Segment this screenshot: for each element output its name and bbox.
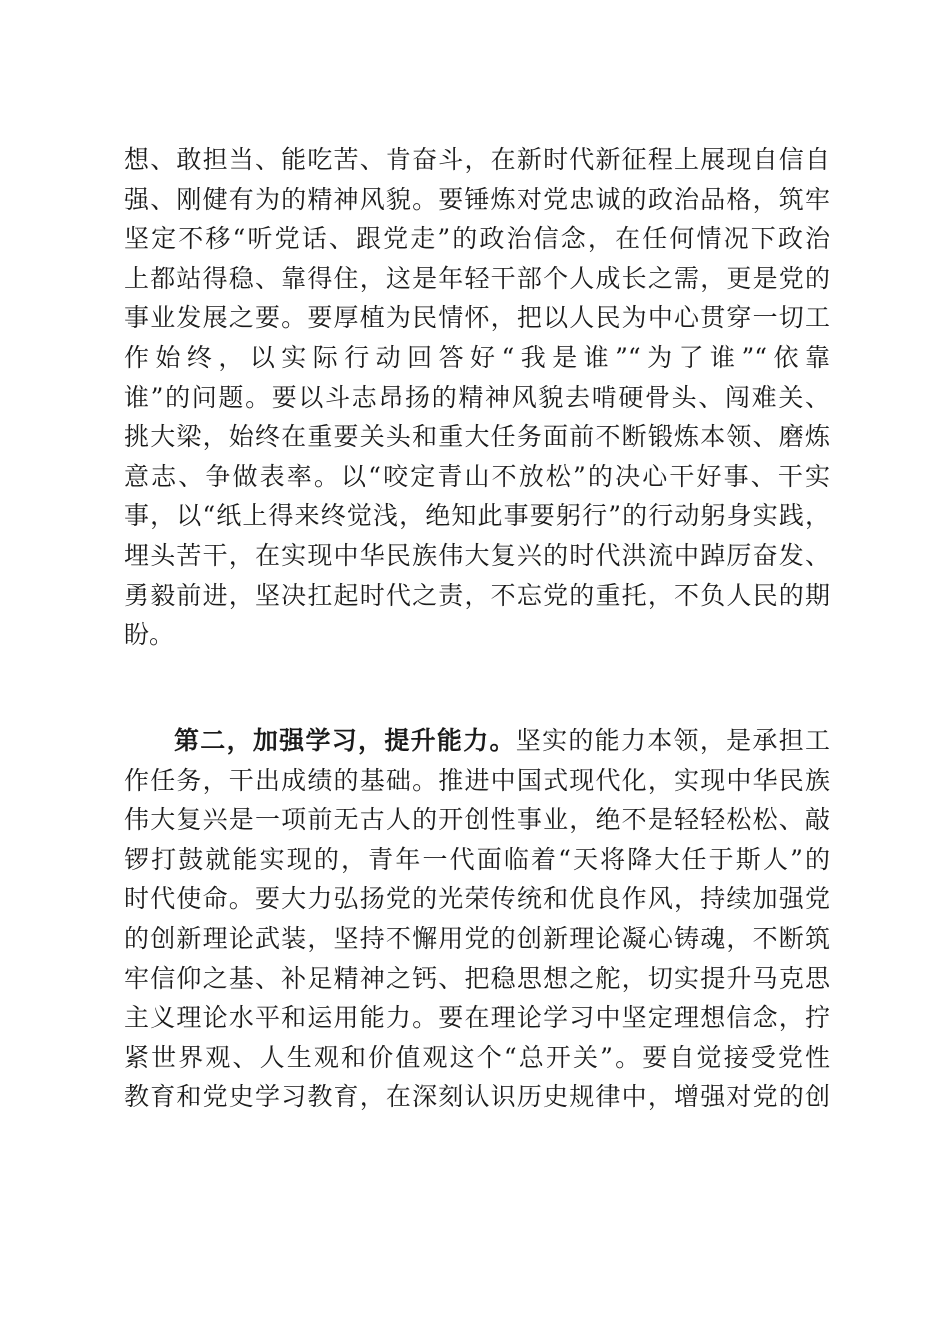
paragraph-1-last-line: 盼。 [124, 620, 175, 650]
paragraph-2-line: 紧世界观、人生观和价值观这个“总开关”。要自觉接受党性 [124, 1042, 830, 1072]
paragraph-1-line: 意志、争做表率。以“咬定青山不放松”的决心干好事、干实 [124, 461, 830, 491]
paragraph-1-line: 谁”的问题。要以斗志昂扬的精神风貌去啃硬骨头、闯难关、 [124, 382, 830, 412]
paragraph-2 [124, 721, 830, 1117]
paragraph-1-line: 作始终，以实际行动回答好“我是谁”“为了谁”“依靠 [124, 342, 830, 372]
paragraph-1-line: 勇毅前进，坚决扛起时代之责，不忘党的重托，不负人民的期 [124, 580, 830, 610]
paragraph-2-line: 锣打鼓就能实现的，青年一代面临着“天将降大任于斯人”的 [124, 844, 830, 874]
paragraph-2-line: 教育和党史学习教育，在深刻认识历史规律中，增强对党的创 [124, 1082, 830, 1112]
paragraph-2-line: 主义理论水平和运用能力。要在理论学习中坚定理想信念，拧 [124, 1003, 830, 1033]
paragraph-1 [124, 140, 830, 655]
paragraph-2-line: 时代使命。要大力弘扬党的光荣传统和优良作风，持续加强党 [124, 884, 830, 914]
paragraph-2-line: 伟大复兴是一项前无古人的开创性事业，绝不是轻轻松松、敲 [124, 805, 830, 835]
paragraph-2-line: 的创新理论武装，坚持不懈用党的创新理论凝心铸魂，不断筑 [124, 923, 830, 953]
paragraph-2-line: 牢信仰之基、补足精神之钙、把稳思想之舵，切实提升马克思 [124, 963, 830, 993]
paragraph-1-line: 埋头苦干，在实现中华民族伟大复兴的时代洪流中踔厉奋发、 [124, 540, 830, 570]
paragraph-1-line: 上都站得稳、靠得住，这是年轻干部个人成长之需，更是党的 [124, 263, 830, 293]
paragraph-2-line: 作任务，干出成绩的基础。推进中国式现代化，实现中华民族 [124, 765, 830, 795]
paragraph-1-line: 坚定不移“听党话、跟党走”的政治信念，在任何情况下政治 [124, 224, 830, 254]
paragraph-1-line: 强、刚健有为的精神风貌。要锤炼对党忠诚的政治品格，筑牢 [124, 184, 830, 214]
paragraph-1-line: 想、敢担当、能吃苦、肯奋斗，在新时代新征程上展现自信自 [124, 145, 830, 174]
paragraph-2-first-line-text: 坚实的能力本领，是承担工 [515, 726, 830, 755]
paragraph-1-line: 事业发展之要。要厚植为民情怀，把以人民为中心贯穿一切工 [124, 303, 830, 333]
paragraph-2-first-line [124, 721, 830, 761]
section-heading: 第二，加强学习，提升能力。 [174, 726, 516, 755]
paragraph-1-line: 事，以“纸上得来终觉浅，绝知此事要躬行”的行动躬身实践， [124, 501, 830, 531]
paragraph-1-line: 挑大梁，始终在重要关头和重大任务面前不断锻炼本领、磨炼 [124, 422, 830, 452]
